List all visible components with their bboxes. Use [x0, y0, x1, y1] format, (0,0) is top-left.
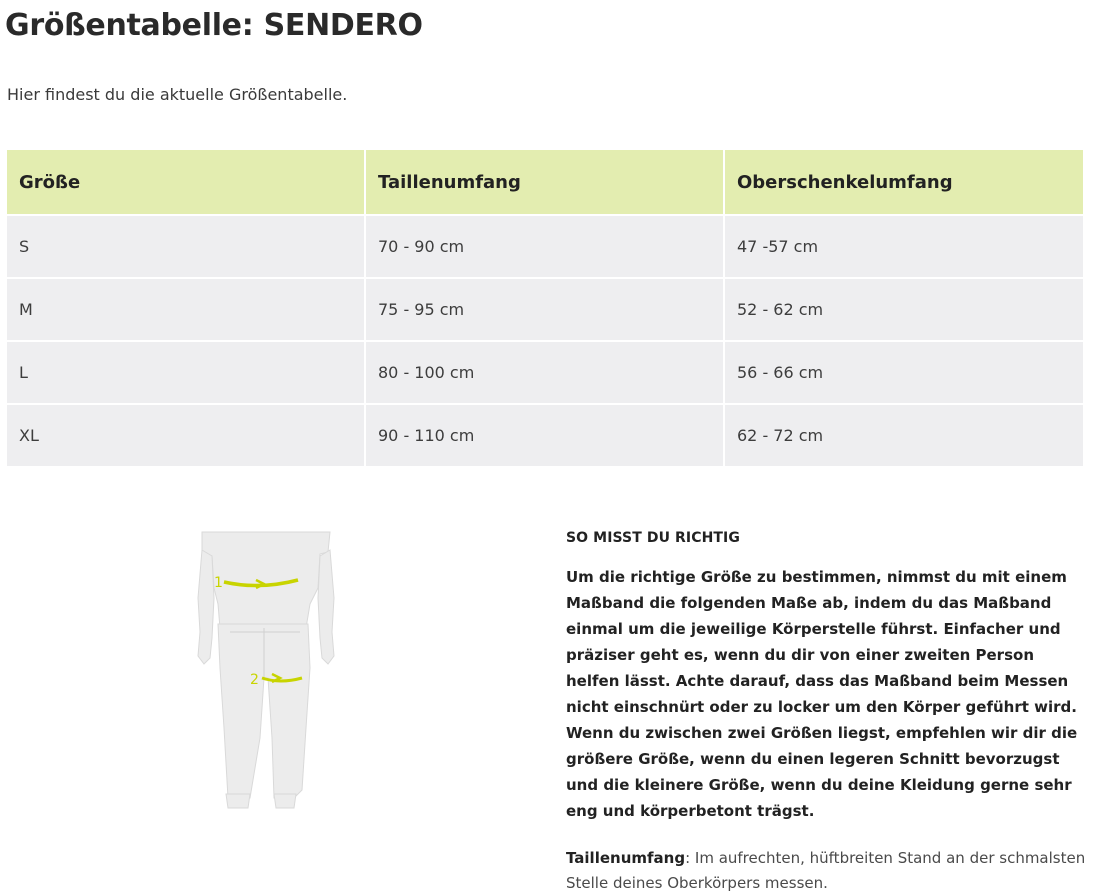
marker-1-label: 1: [214, 575, 223, 591]
waist-cell: 90 - 110 cm: [366, 405, 723, 466]
waist-note-text: : Im aufrechten, hüftbreiten Stand an der schmalsten Stelle deines Oberkörpers messen.: [566, 849, 1086, 892]
size-cell: XL: [7, 405, 364, 466]
waist-cell: 75 - 95 cm: [366, 279, 723, 340]
size-cell: S: [7, 216, 364, 277]
table-header-row: [7, 150, 1083, 214]
size-cell: L: [7, 342, 364, 403]
marker-2-label: 2: [250, 672, 259, 688]
waist-measure-note: [566, 846, 1088, 896]
size-table: [5, 148, 1085, 468]
intro-text: Hier findest du die aktuelle Größentabelle.: [7, 85, 348, 104]
thigh-cell: 56 - 66 cm: [725, 342, 1083, 403]
thigh-cell: 47 -57 cm: [725, 216, 1083, 277]
waist-cell: 80 - 100 cm: [366, 342, 723, 403]
instructions-heading: SO MISST DU RICHTIG: [566, 530, 740, 546]
column-header-size: Größe: [7, 150, 364, 214]
page-title: Größentabelle: SENDERO: [5, 8, 423, 43]
measurement-figure: [190, 528, 350, 813]
column-header-waist: Taillenumfang: [366, 150, 723, 214]
thigh-cell: 62 - 72 cm: [725, 405, 1083, 466]
column-header-thigh: Oberschenkelumfang: [725, 150, 1083, 214]
waist-note-label: Taillenumfang: [566, 849, 686, 867]
table-row: [7, 405, 1083, 466]
table-row: [7, 342, 1083, 403]
thigh-cell: 52 - 62 cm: [725, 279, 1083, 340]
body-silhouette-illustration: [190, 528, 350, 813]
waist-cell: 70 - 90 cm: [366, 216, 723, 277]
size-cell: M: [7, 279, 364, 340]
measuring-instructions: [566, 530, 1088, 896]
instructions-paragraph: Um die richtige Größe zu bestimmen, nimmst du mit einem Maßband die folgenden Maße ab, indem du das Maßband einmal um die jeweilige Körperstelle führst. Einfacher und präziser geht es, wenn du dir von einer zweiten Person helfen lässt. Achte darauf, dass das Maßband beim Messen nicht einschnürt oder zu locker um den Körper geführt wird. Wenn du zwischen zwei Größen liegst, empfehlen wir dir die größere Größe, wenn du einen legeren Schnitt bevorzugst und die kleinere Größe, wenn du deine Kleidung gerne sehr eng und körperbetont trägst.: [566, 568, 1078, 820]
table-row: [7, 216, 1083, 277]
table-row: [7, 279, 1083, 340]
